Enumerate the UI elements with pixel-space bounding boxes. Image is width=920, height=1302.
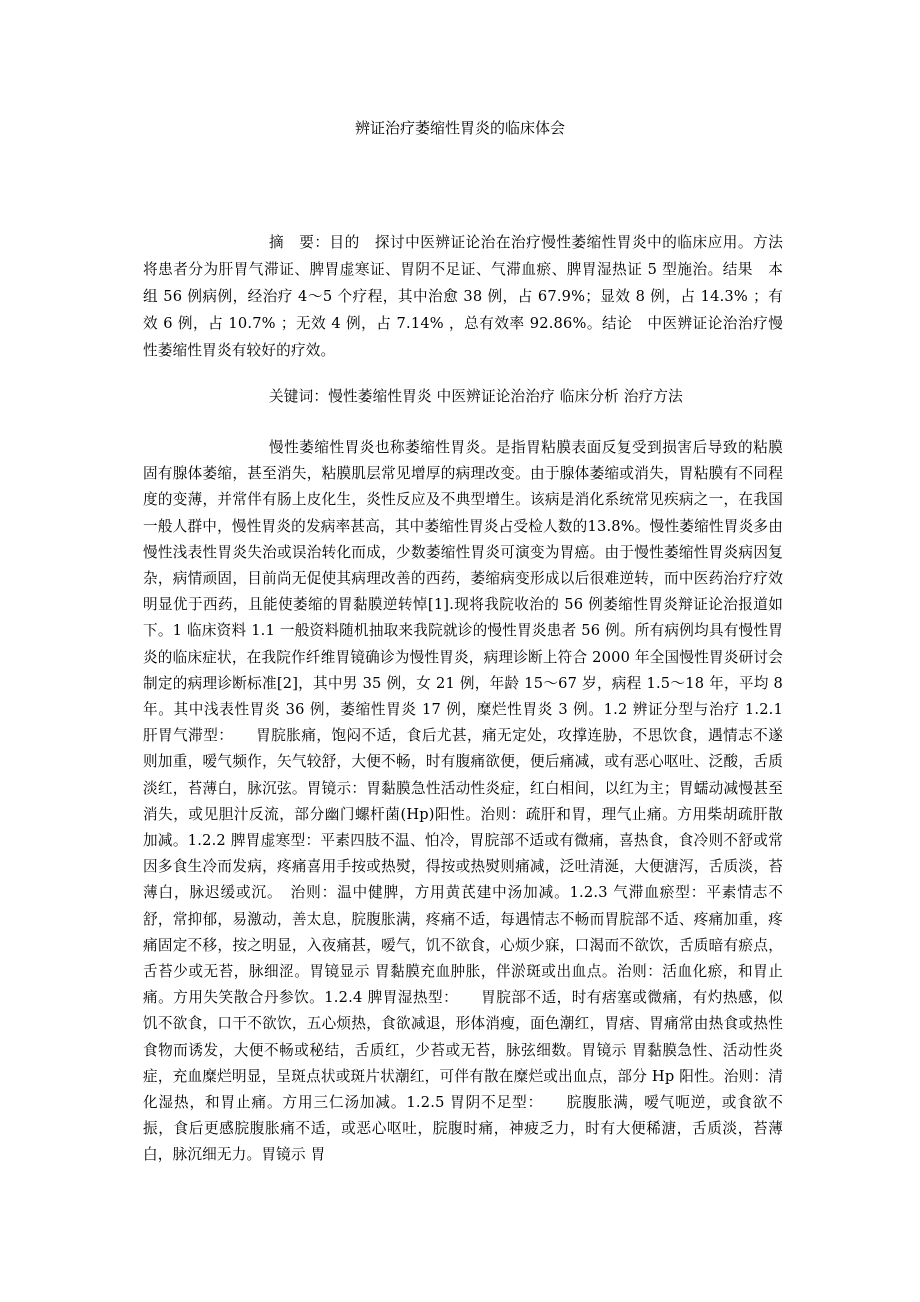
abstract-text: 目的 探讨中医辨证论治在治疗慢性萎缩性胃炎中的临床应用。方法 将患者分为肝胃气滞证、脾胃虚寒证、胃阴不足证、气滞血瘀、脾胃湿热证 5 型施治。结果 本组 56 例病例，经治疗 4～5 个疗程，其中治愈 38 例，占 67.9%；显效 8 例，占 14.3% ；有效 6 例，占 10.7% ；无效 4 例，占 7.14% ，总有效率 92.86%。结论 中医辨证论治治疗慢性萎缩性胃炎有较好的疗效。 [143, 234, 798, 359]
abstract-label: 摘 要： [269, 234, 330, 251]
document-title: 辨证治疗萎缩性胃炎的临床体会 [354, 119, 565, 137]
body-paragraph: 慢性萎缩性胃炎也称萎缩性胃炎。是指胃粘膜表面反复受到损害后导致的粘膜固有腺体萎缩，甚至消失，粘膜肌层常见增厚的病理改变。由于腺体萎缩或消失，胃粘膜有不同程度的变薄，并常伴有肠上皮化生，炎性反应及不典型增生。该病是消化系统常见疾病之一，在我国一般人群中，慢性胃炎的发病率甚高，其中萎缩性胃炎占受检人数的13.8%。慢性萎缩性胃炎多由慢性浅表性胃炎失治或误治转化而成，少数萎缩性胃炎可演变为胃癌。由于慢性萎缩性胃炎病因复杂，病情顽固，目前尚无促使其病理改善的西药，萎缩病变形成以后很难逆转，而中医药治疗疗效明显优于西药，且能使萎缩的胃黏膜逆转悼[1].现将我院收治的 56 例萎缩性胃炎辩证论治报道如下。1 临床资料 1.1 一般资料随机抽取来我院就诊的慢性胃炎患者 56 例。所有病例均具有慢性胃炎的临床症状，在我院作纤维胃镜确诊为慢性胃炎，病理诊断上符合 2000 年全国慢性胃炎研讨会制定的病理诊断标准[2]，其中男 35 例，女 21 例，年龄 15～67 岁，病程 1.5～18 年，平均 8 年。其中浅表性胃炎 36 例，萎缩性胃炎 17 例，糜烂性胃炎 3 例。1.2 辨证分型与治疗 1.2.1 肝胃气滞型： 胃脘胀痛，饱闷不适，食后尤甚，痛无定处，攻撑连胁，不思饮食，遇情志不遂则加重，嗳气频作，矢气较舒，大便不畅，时有腹痛欲便，便后痛减，或有恶心呕吐、泛酸，舌质淡红，苔薄白，脉沉弦。胃镜示：胃黏膜急性活动性炎症，红白相间，以红为主；胃蠕动减慢甚至消失，或见胆汁反流，部分幽门螺杆菌(Hp)阳性。治则：疏肝和胃，理气止痛。方用柴胡疏肝散加减。1.2.2 脾胃虚寒型：平素四肢不温、怕冷，胃脘部不适或有微痛，喜热食，食冷则不舒或常因多食生冷而发病，疼痛喜用手按或热熨，得按或热熨则痛减，泛吐清涎，大便溏泻，舌质淡，苔薄白，脉迟缓或沉。 治则：温中健脾，方用黄芪建中汤加减。1.2.3 气滞血瘀型：平素情志不舒，常抑郁，易激动，善太息，脘腹胀满，疼痛不适，每遇情志不畅而胃脘部不适、疼痛加重，疼痛固定不移，按之明显，入夜痛甚，嗳气，饥不欲食，心烦少寐，口渴而不欲饮，舌质暗有瘀点，舌苔少或无苔，脉细涩。胃镜显示 胃黏膜充血肿胀，伴淤斑或出血点。治则：活血化瘀，和胃止痛。方用失笑散合丹参饮。1.2.4 脾胃湿热型： 胃脘部不适，时有痞塞或微痛，有灼热感，似饥不欲食，口干不欲饮，五心烦热，食欲减退，形体消瘦，面色潮红，胃痞、胃痛常由热食或热性食物而诱发，大便不畅或秘结，舌质红，少苔或无苔，脉弦细数。胃镜示 胃黏膜急性、活动性炎症，充血糜烂明显，呈斑点状或斑片状潮红，可伴有散在糜烂或出血点，部分 Hp 阳性。治则：清化湿热，和胃止痛。方用三仁汤加减。1.2.5 胃阴不足型： 脘腹胀满，嗳气呃逆，或食欲不振，食后更感脘腹胀痛不适，或恶心呕吐，脘腹时痛，神疲乏力，时有大便稀溏，舌质淡，苔薄白，脉沉细无力。胃镜示 胃 [143, 439, 803, 1164]
keywords-text: 慢性萎缩性胃炎 中医辨证论治治疗 临床分析 治疗方法 [328, 388, 683, 405]
abstract-paragraph [143, 229, 798, 364]
keywords-label: 关键词： [269, 388, 329, 405]
keywords-paragraph [143, 383, 783, 410]
